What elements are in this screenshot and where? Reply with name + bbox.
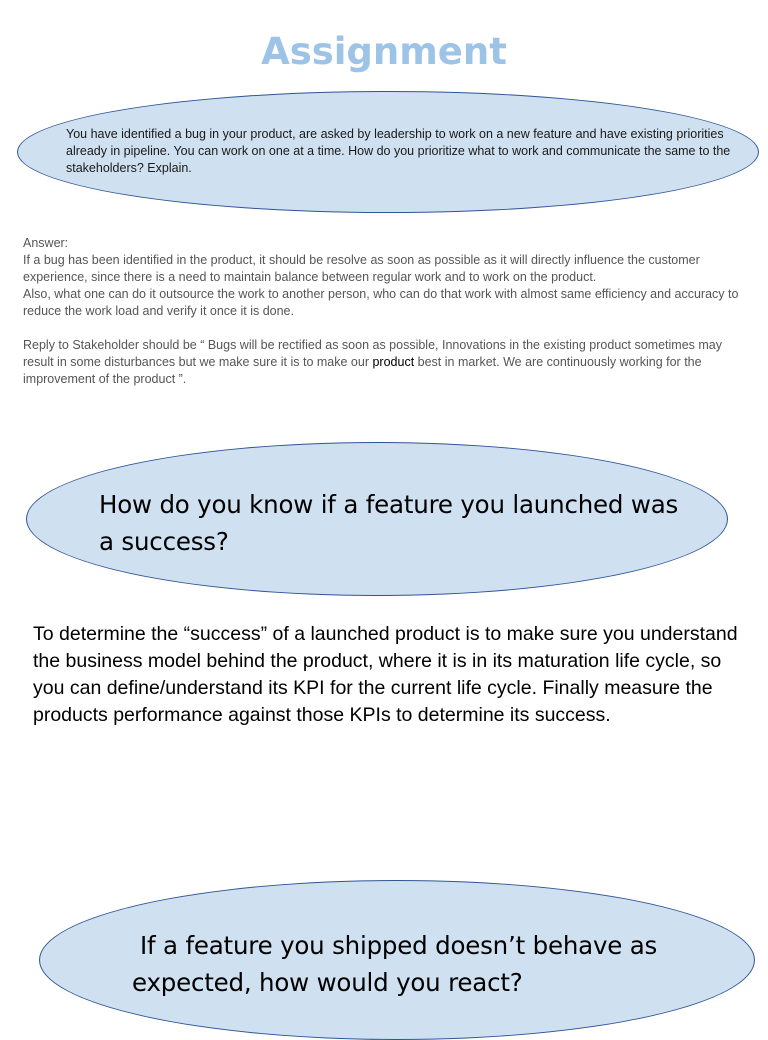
question-1-text: You have identified a bug in your product, are asked by leadership to work on a new feature and have existing priorities already in pipeline. You can work on one at a time. How do you prioritize what to work and communicate the same to the stakeholders? Explain.: [66, 127, 731, 175]
question-2-text: How do you know if a feature you launched was a success?: [99, 490, 679, 556]
answer-1-paragraph-3-end: best in market. We are continuously working for the improvement of the product ”.: [23, 355, 702, 386]
question-3-text: [132, 927, 732, 1001]
answer-1-highlight-word: product: [372, 355, 415, 369]
paragraph-spacer: [23, 320, 753, 337]
answer-1-paragraph-3: [23, 337, 753, 388]
question-3-line-1: If a feature you shipped doesn’t behave as: [140, 931, 658, 960]
answer-2-text: To determine the “success” of a launched product is to make sure you understand the business model behind the product, where it is in its maturation life cycle, so you can define/understand its KPI for the current life cycle. Finally measure the products performance against those KPIs to determine its success.: [33, 623, 738, 726]
answer-1-paragraph-1: If a bug has been identified in the product, it should be resolve as soon as possible as it will directly influence the customer experience, since there is a need to maintain balance between regular work and to work on the product.: [23, 253, 700, 284]
answer-1: [23, 235, 753, 388]
page-title: Assignment: [261, 30, 507, 73]
answer-label: Answer:: [23, 236, 69, 250]
answer-1-paragraph-2: Also, what one can do it outsource the work to another person, who can do that work with almost same efficiency and accuracy to reduce the work load and verify it once it is done.: [23, 287, 739, 318]
question-3-line-2: expected, how would you react?: [132, 968, 523, 997]
answer-1-paragraph-3-start: Reply to Stakeholder should be “ Bugs will be rectified as soon as possible, Innovations in the existing product sometimes may result in some disturbances but we make sure it is to make our: [23, 338, 722, 369]
